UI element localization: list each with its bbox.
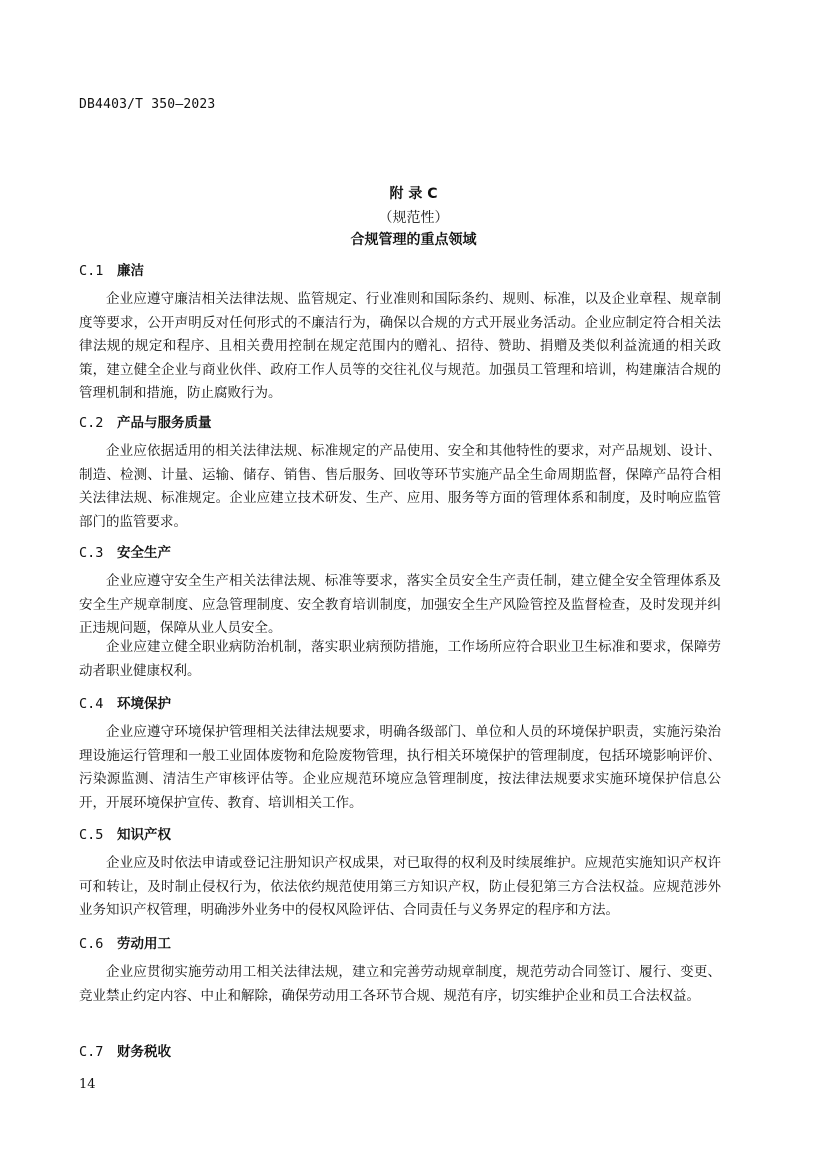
- section-title: 劳动用工: [117, 936, 171, 952]
- section-title: 安全生产: [117, 545, 171, 561]
- section-paragraph: 企业应遵守安全生产相关法律法规、标准等要求，落实全员安全生产责任制，建立健全安全管理体系及安全生产规章制度、应急管理制度、安全教育培训制度，加强安全生产风险管控及监督检查，及时发现并纠正违规问题，保障从业人员安全。: [79, 573, 721, 636]
- section-heading-c4: [79, 692, 171, 712]
- section-paragraph: 企业应依据适用的相关法律法规、标准规定的产品使用、安全和其他特性的要求，对产品规划、设计、制造、检测、计量、运输、储存、销售、售后服务、回收等环节实施产品全生命周期监督，保障产品符合相关法律法规、标准规定。企业应建立技术研发、生产、应用、服务等方面的管理体系和制度，及时响应监管部门的监管要求。: [79, 443, 721, 530]
- section-title: 知识产权: [117, 827, 171, 843]
- section-title: 环境保护: [117, 696, 171, 712]
- section-number: C.3: [79, 545, 104, 561]
- section-heading-c6: [79, 932, 171, 952]
- annex-type: （规范性）: [378, 210, 449, 226]
- section-paragraph: 企业应遵守环境保护管理相关法律法规要求，明确各级部门、单位和人员的环境保护职责，实施污染治理设施运行管理和一般工业固体废物和危险废物管理，执行相关环境保护的管理制度，包括环境影响评价、污染源监测、清洁生产审核评估等。企业应规范环境应急管理制度，按法律法规要求实施环境保护信息公开，开展环境保护宣传、教育、培训相关工作。: [79, 724, 721, 811]
- section-number: C.2: [79, 415, 104, 431]
- annex-label: 附 录 C: [389, 186, 438, 202]
- section-heading-c7: [79, 1040, 171, 1060]
- section-heading-c2: [79, 411, 212, 431]
- section-number: C.5: [79, 827, 104, 843]
- section-paragraph: 企业应贯彻实施劳动用工相关法律法规，建立和完善劳动规章制度，规范劳动合同签订、履行、变更、竞业禁止约定内容、中止和解除，确保劳动用工各环节合规、规范有序，切实维护企业和员工合法权益。: [79, 964, 721, 1004]
- section-title: 产品与服务质量: [117, 415, 212, 431]
- section-paragraph: 企业应遵守廉洁相关法律法规、监管规定、行业准则和国际条约、规则、标准，以及企业章程、规章制度等要求，公开声明反对任何形式的不廉洁行为，确保以合规的方式开展业务活动。企业应制定符合相关法律法规的规定和程序、且相关费用控制在规定范围内的赠礼、招待、赞助、捐赠及类似利益流通的相关政策，建立健全企业与商业伙伴、政府工作人员等的交往礼仪与规范。加强员工管理和培训，构建廉洁合规的管理机制和措施，防止腐败行为。: [79, 291, 721, 401]
- section-heading-c3: [79, 541, 171, 561]
- section-title: 财务税收: [117, 1044, 171, 1060]
- section-paragraph: 企业应及时依法申请或登记注册知识产权成果，对已取得的权利及时续展维护。应规范实施知识产权许可和转让，及时制止侵权行为，依法依约规范使用第三方知识产权，防止侵犯第三方合法权益。应规范涉外业务知识产权管理，明确涉外业务中的侵权风险评估、合同责任与义务界定的程序和方法。: [79, 855, 721, 918]
- annex-title: 合规管理的重点领域: [350, 232, 477, 248]
- section-heading-c1: [79, 259, 144, 279]
- page-number: 14: [79, 1077, 96, 1092]
- section-number: C.7: [79, 1044, 104, 1060]
- section-heading-c5: [79, 823, 171, 843]
- section-title: 廉洁: [117, 263, 144, 279]
- document-code: DB4403/T 350—2023: [79, 97, 216, 112]
- section-number: C.1: [79, 263, 104, 279]
- section-number: C.4: [79, 696, 104, 712]
- section-paragraph: 企业应建立健全职业病防治机制，落实职业病预防措施，工作场所应符合职业卫生标准和要求，保障劳动者职业健康权利。: [79, 639, 721, 679]
- section-number: C.6: [79, 936, 104, 952]
